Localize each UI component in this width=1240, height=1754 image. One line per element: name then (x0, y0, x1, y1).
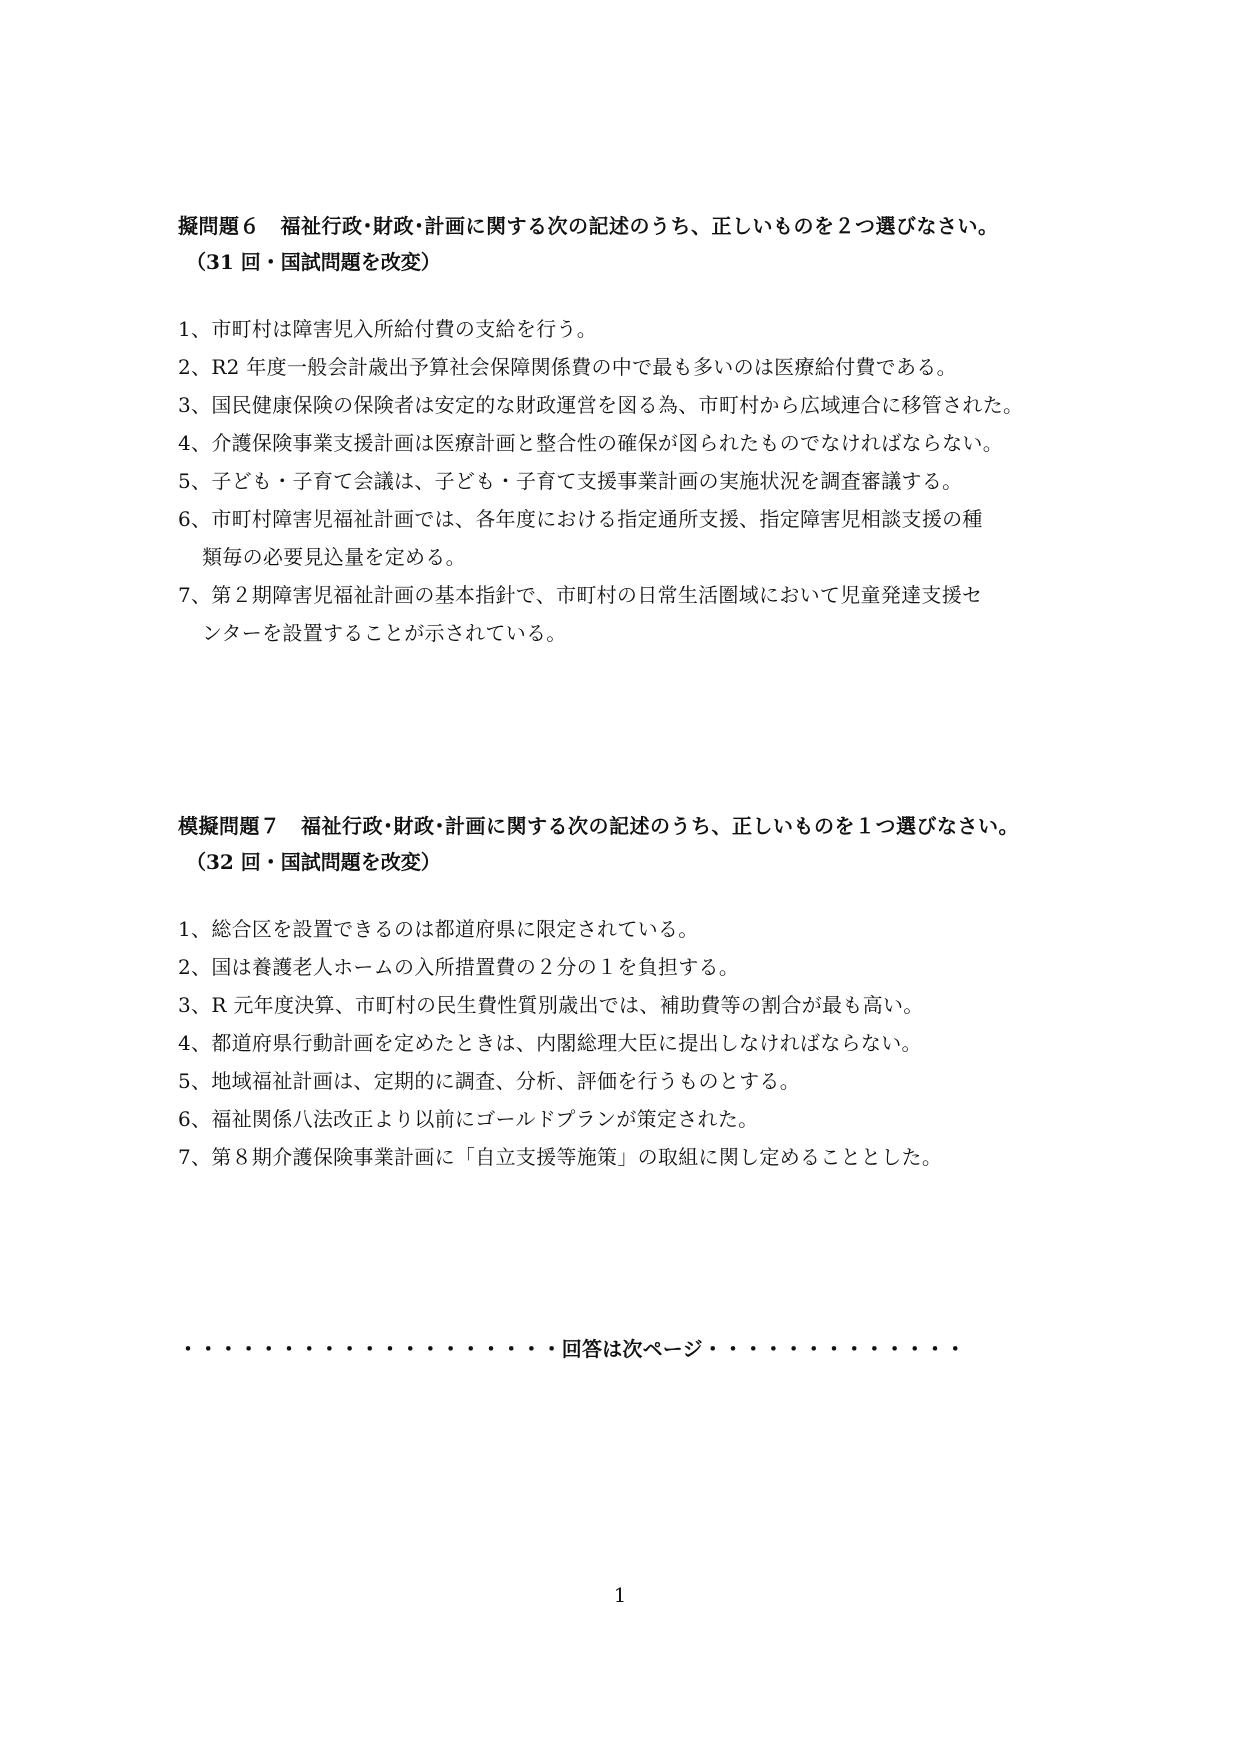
option-item (178, 310, 1078, 348)
option-item (178, 1024, 1078, 1062)
option-item (178, 1138, 1078, 1176)
question-7 (178, 808, 1078, 1176)
option-text: 7、第８期介護保険事業計画に「自立支援等施策」の取組に関し定めることとした。 (178, 1145, 943, 1169)
option-text: 5、子ども・子育て会議は、子ども・子育て支援事業計画の実施状況を調査審議する。 (178, 469, 963, 493)
question-6-title: 擬問題６ 福祉行政･財政･計画に関する次の記述のうち、正しいものを２つ選びなさい。 (178, 214, 999, 238)
option-item (178, 576, 1078, 652)
question-6 (178, 208, 1078, 652)
question-6-options (178, 310, 1078, 652)
option-text: 3、国民健康保険の保険者は安定的な財政運営を図る為、市町村から広域連合に移管された。 (178, 393, 1024, 417)
option-text: 7、第２期障害児福祉計画の基本指針で、市町村の日常生活圏域において児童発達支援セ (178, 583, 983, 607)
option-text: 2、国は養護老人ホームの入所措置費の２分の１を負担する。 (178, 955, 740, 979)
option-text: 6、市町村障害児福祉計画では、各年度における指定通所支援、指定障害児相談支援の種 (178, 507, 983, 531)
option-text: 2、R2 年度一般会計歳出予算社会保障関係費の中で最も多いのは医療給付費である。 (178, 355, 957, 379)
option-item (178, 986, 1078, 1024)
option-item (178, 462, 1078, 500)
question-6-source: （31 回・国試問題を改変） (186, 250, 441, 274)
option-item (178, 500, 1078, 576)
option-text: 4、介護保険事業支援計画は医療計画と整合性の確保が図られたものでなければならない。 (178, 431, 1004, 455)
question-7-options (178, 910, 1078, 1176)
option-text-continued: ンターを設置することが示されている。 (202, 621, 567, 645)
question-7-title: 模擬問題７ 福祉行政･財政･計画に関する次の記述のうち、正しいものを１つ選びなさい。 (178, 814, 1019, 838)
option-item (178, 348, 1078, 386)
answer-next-page-divider: ・・・・・・・・・・・・・・・・・・・回答は次ページ・・・・・・・・・・・・・ (178, 1337, 966, 1361)
option-item (178, 1100, 1078, 1138)
option-item (178, 948, 1078, 986)
question-7-source: （32 回・国試問題を改変） (186, 850, 441, 874)
option-item (178, 1062, 1078, 1100)
option-text: 1、総合区を設置できるのは都道府県に限定されている。 (178, 917, 699, 941)
option-text: 6、福祉関係八法改正より以前にゴールドプランが策定された。 (178, 1107, 759, 1131)
option-item (178, 910, 1078, 948)
option-item (178, 424, 1078, 462)
option-text: 1、市町村は障害児入所給付費の支給を行う。 (178, 317, 598, 341)
option-item (178, 386, 1078, 424)
option-text-continued: 類毎の必要見込量を定める。 (202, 545, 466, 569)
option-text: 3、R 元年度決算、市町村の民生費性質別歳出では、補助費等の割合が最も高い。 (178, 993, 924, 1017)
option-text: 4、都道府県行動計画を定めたときは、内閣総理大臣に提出しなければならない。 (178, 1031, 922, 1055)
option-text: 5、地域福祉計画は、定期的に調査、分析、評価を行うものとする。 (178, 1069, 801, 1093)
page-number: 1 (613, 1583, 627, 1607)
